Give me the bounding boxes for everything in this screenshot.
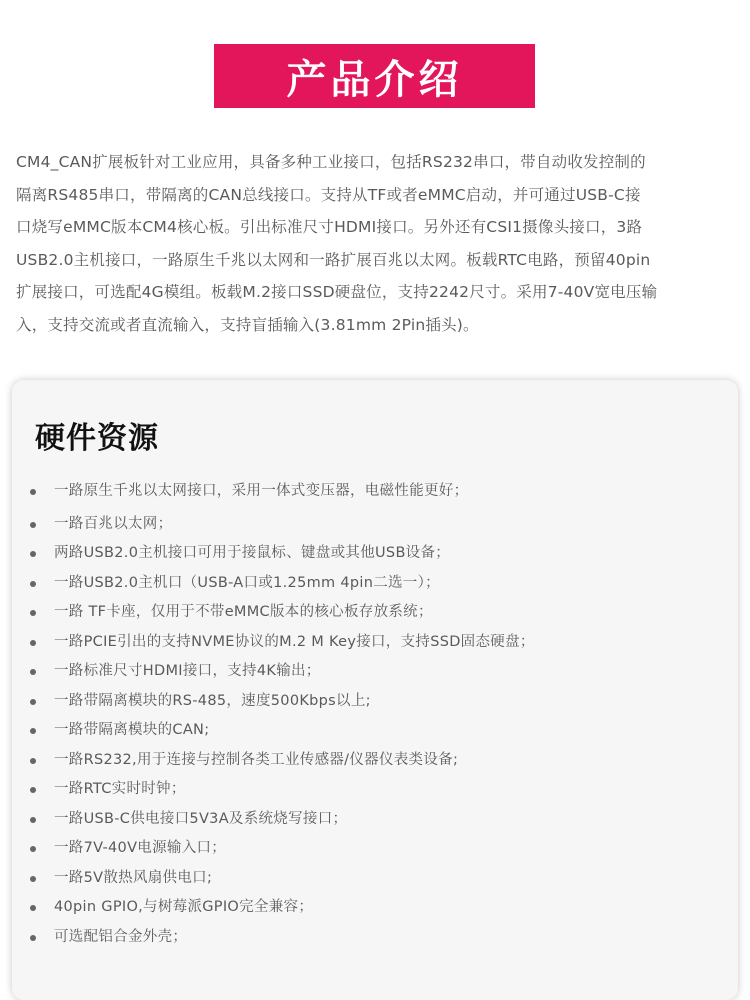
bullet-icon: [30, 640, 36, 646]
list-item: [28, 598, 728, 628]
list-item: [28, 628, 728, 658]
bullet-icon: [30, 935, 36, 941]
list-item: [28, 775, 728, 805]
list-item-text: 可选配铝合金外壳；: [54, 928, 188, 945]
hardware-list: [28, 477, 728, 952]
bullet-icon: [30, 551, 36, 557]
list-item-text: 一路原生千兆以太网接口，采用一体式变压器，电磁性能更好；: [54, 483, 469, 499]
intro-line: 扩展接口，可选配4G模组。板载M.2接口SSD硬盘位，支持2242尺寸。采用7-40V宽电压输: [16, 283, 658, 301]
list-item: [28, 864, 728, 894]
bullet-icon: [30, 905, 36, 911]
list-item-text: 一路百兆以太网；: [54, 515, 173, 532]
intro-line: 入，支持交流或者直流输入，支持盲插输入(3.81mm 2Pin插头)。: [16, 315, 479, 334]
title-banner: [214, 44, 535, 108]
list-item: [28, 477, 728, 507]
list-item-text: 一路USB2.0主机口（USB-A口或1.25mm 4pin二选一）；: [54, 574, 440, 591]
list-item-text: 一路带隔离模块的CAN;: [54, 722, 210, 738]
bullet-icon: [30, 522, 36, 528]
bullet-icon: [30, 787, 36, 793]
list-item: [28, 569, 728, 599]
list-item: [28, 657, 728, 687]
hardware-title: 硬件资源: [35, 421, 159, 456]
page-title: 产品介绍: [286, 56, 463, 103]
list-item: [28, 539, 728, 569]
bullet-icon: [30, 610, 36, 616]
list-item-text: 一路7V-40V电源输入口；: [54, 840, 227, 856]
list-item: [28, 805, 728, 835]
bullet-icon: [30, 846, 36, 852]
list-item-text: 一路USB-C供电接口5V3A及系统烧写接口；: [54, 810, 348, 827]
list-item: [28, 923, 728, 953]
list-item-text: 一路RTC实时时钟；: [54, 781, 186, 797]
bullet-icon: [30, 669, 36, 675]
list-item: [28, 687, 728, 717]
list-item-text: 一路5V散热风扇供电口;: [54, 869, 213, 886]
list-item-text: 一路PCIE引出的支持NVME协议的M.2 M Key接口，支持SSD固态硬盘；: [54, 633, 535, 650]
bullet-icon: [30, 817, 36, 823]
list-item-text: 一路 TF卡座，仅用于不带eMMC版本的核心板存放系统；: [54, 604, 433, 620]
list-item: [28, 510, 728, 540]
bullet-icon: [30, 758, 36, 764]
intro-line: 隔离RS485串口，带隔离的CAN总线接口。支持从TF或者eMMC启动，并可通过USB-C接: [16, 185, 641, 204]
list-item-text: 两路USB2.0主机接口可用于接鼠标、键盘或其他USB设备；: [54, 545, 451, 561]
intro-paragraph: [16, 146, 736, 341]
list-item: [28, 716, 728, 746]
list-item: [28, 893, 728, 923]
list-item-text: 一路标准尺寸HDMI接口，支持4K输出；: [54, 663, 321, 679]
hardware-card: [12, 380, 738, 1000]
intro-line: 口烧写eMMC版本CM4核心板。引出标准尺寸HDMI接口。另外还有CSI1摄像头接口，3路: [16, 218, 643, 236]
bullet-icon: [30, 728, 36, 734]
bullet-icon: [30, 489, 36, 495]
list-item: [28, 746, 728, 776]
list-item: [28, 834, 728, 864]
intro-line: CM4_CAN扩展板针对工业应用，具备多种工业接口，包括RS232串口，带自动收发控制的: [16, 153, 646, 171]
list-item-text: 一路带隔离模块的RS-485，速度500Kbps以上;: [54, 692, 371, 709]
list-item-text: 一路RS232,用于连接与控制各类工业传感器/仪器仪表类设备;: [54, 751, 459, 768]
bullet-icon: [30, 876, 36, 882]
bullet-icon: [30, 581, 36, 587]
bullet-icon: [30, 699, 36, 705]
intro-line: USB2.0主机接口，一路原生千兆以太网和一路扩展百兆以太网。板载RTC电路，预留40pin: [16, 250, 651, 269]
list-item-text: 40pin GPIO,与树莓派GPIO完全兼容；: [54, 899, 314, 915]
